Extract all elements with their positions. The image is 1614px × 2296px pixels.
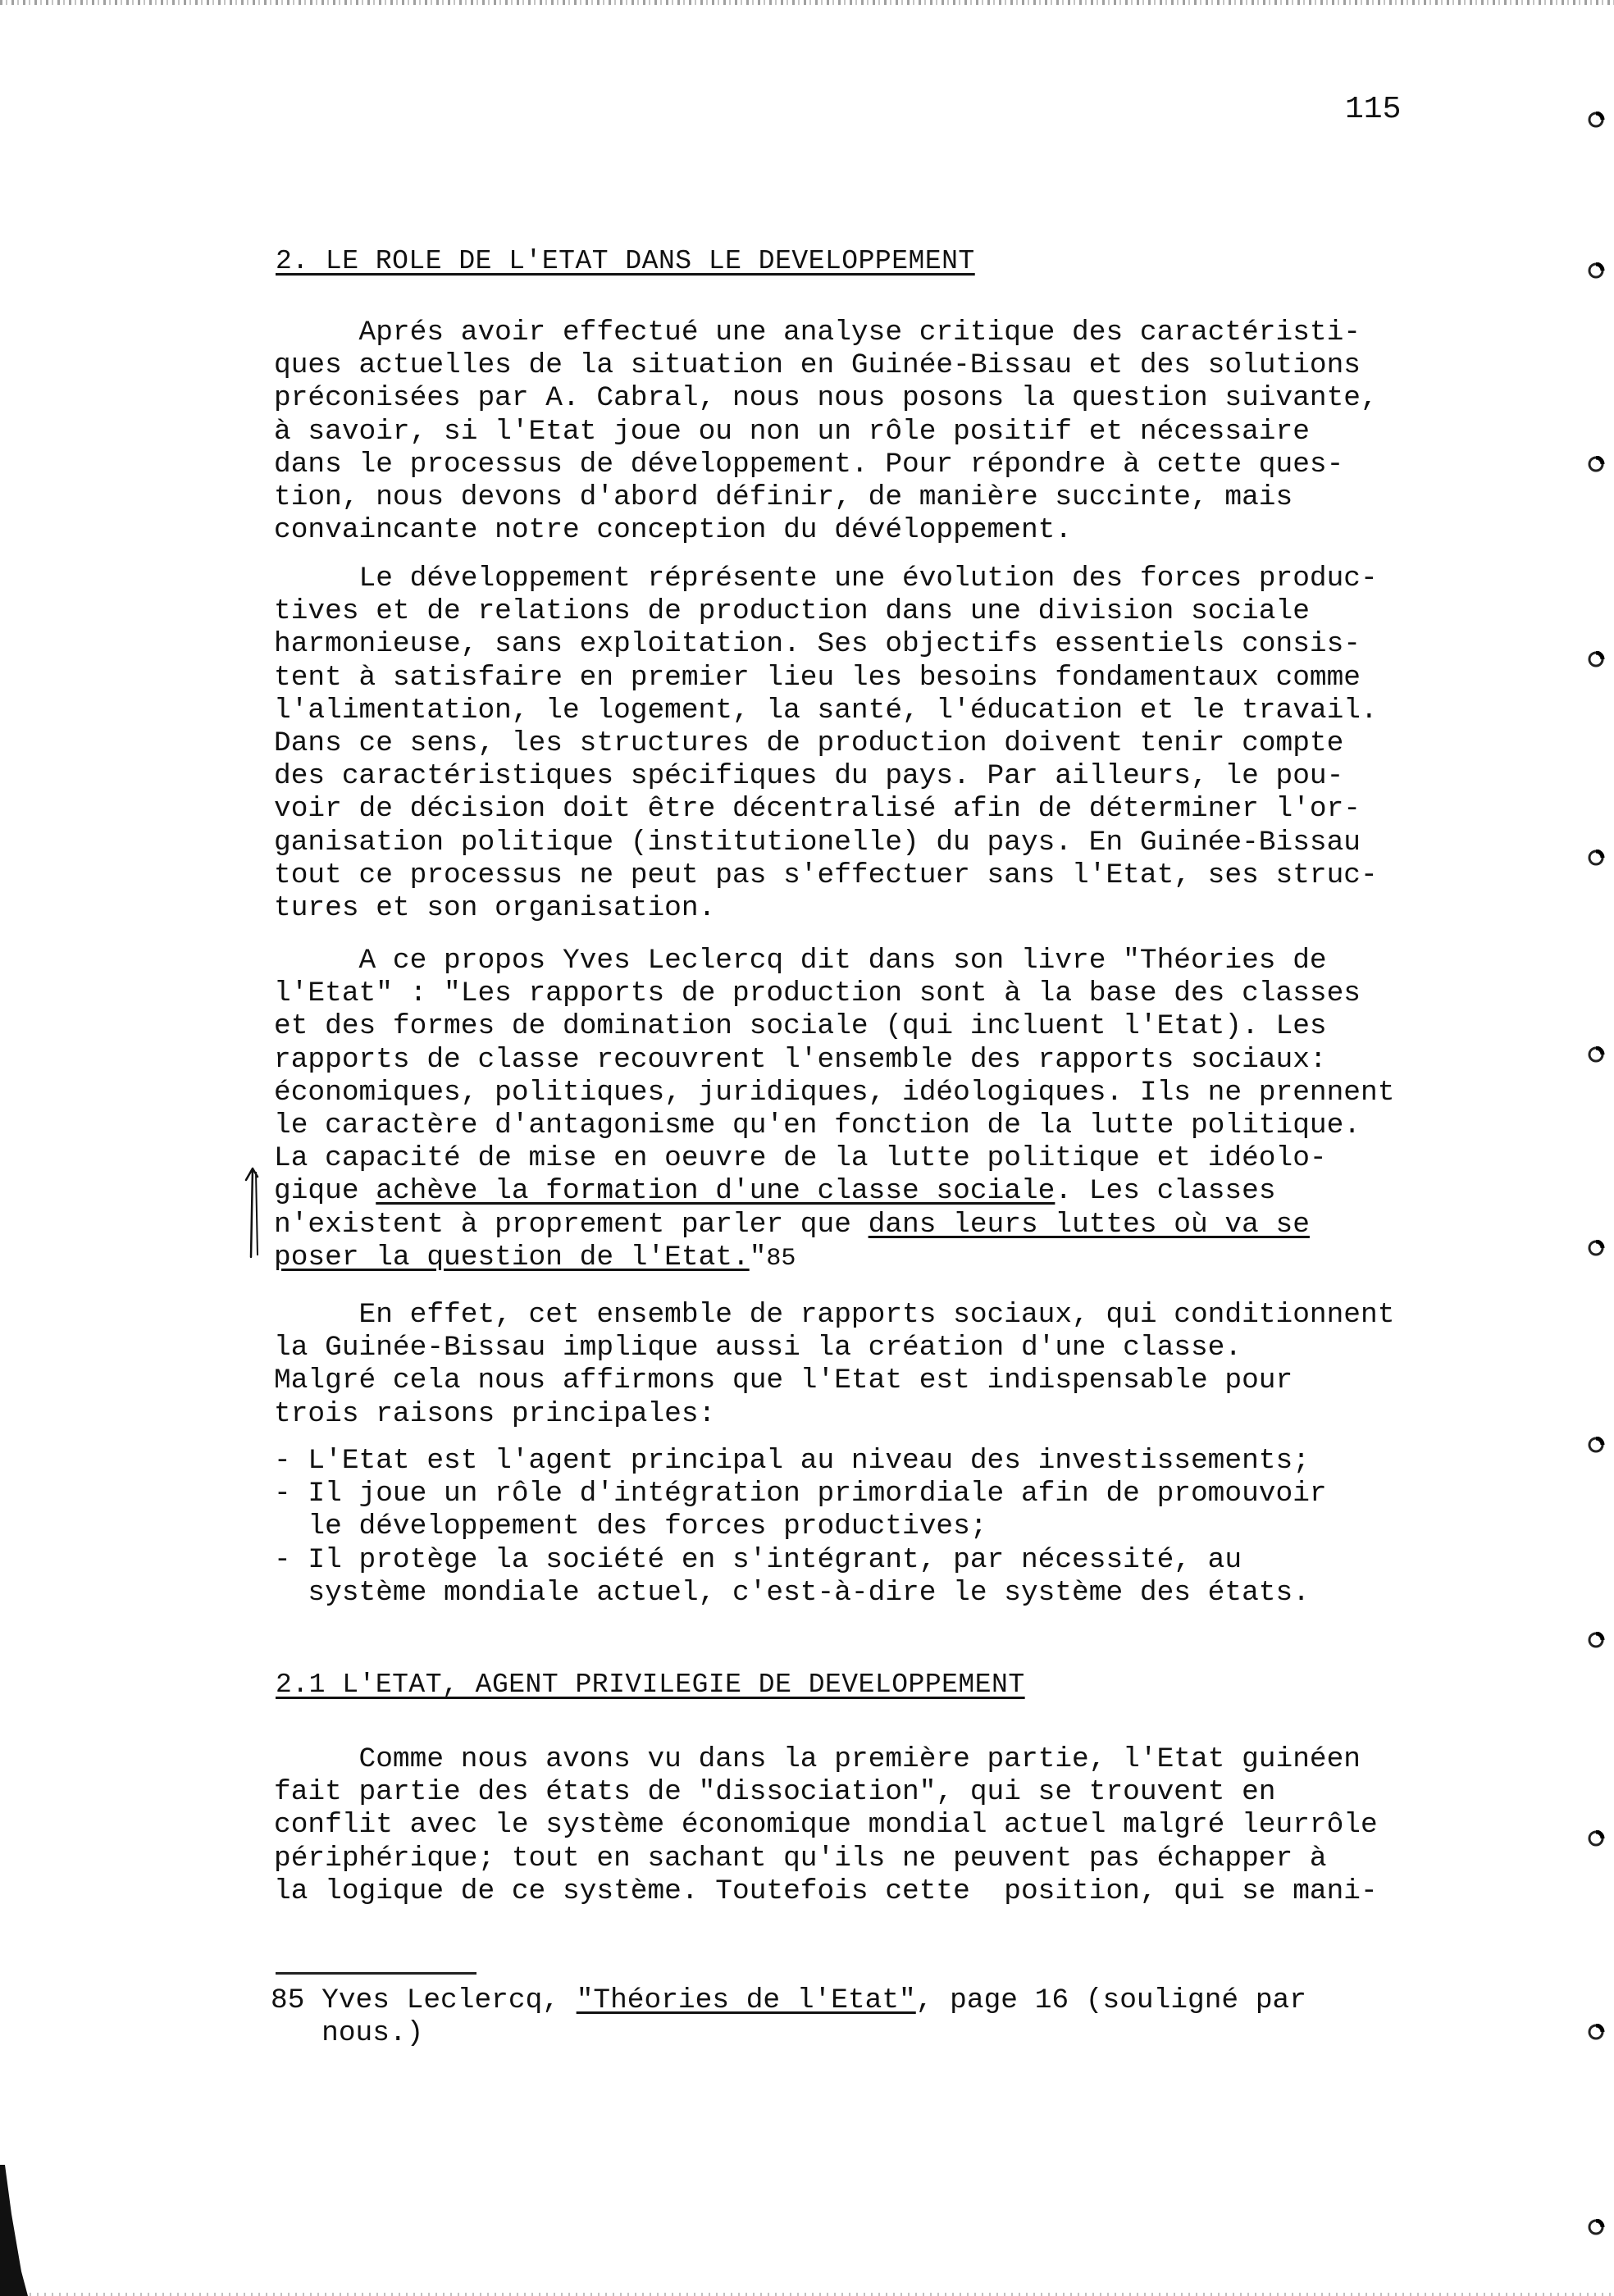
footnote-book-title: "Théories de l'Etat" (576, 1984, 916, 2016)
text-line: trois raisons principales: (274, 1397, 716, 1430)
text-line: et des formes de domination sociale (qui incluent l'Etat). Les (274, 1010, 1327, 1043)
binder-hole-icon (1587, 456, 1605, 472)
text-line: tives et de relations de production dans une division sociale (274, 595, 1310, 628)
list-item: - Il protège la société en s'intégrant, par nécessité, au (274, 1543, 1242, 1576)
scan-bottom-edge (0, 2293, 1614, 2296)
text-line: harmonieuse, sans exploitation. Ses objectifs essentiels consis- (274, 628, 1361, 661)
footnote-number: 85 (271, 1984, 305, 2016)
text-line: la logique de ce système. Toutefois cette position, qui se mani- (274, 1875, 1378, 1907)
binder-hole-icon (1587, 112, 1605, 128)
list-item: - Il joue un rôle d'intégration primordiale afin de promouvoir (274, 1478, 1327, 1510)
text-line: convaincante notre conception du dévéloppement. (274, 514, 1073, 547)
handwritten-arrow-icon (239, 1152, 261, 1259)
section-heading-2: 2. LE ROLE DE L'ETAT DANS LE DEVELOPPEMENT (276, 246, 975, 276)
text-fragment: , page 16 (souligné par (915, 1984, 1306, 2016)
text-line: En effet, cet ensemble de rapports sociaux, qui conditionnent (274, 1299, 1395, 1331)
text-line: à savoir, si l'Etat joue ou non un rôle positif et nécessaire (274, 415, 1310, 448)
section-heading-2-1: 2.1 L'ETAT, AGENT PRIVILEGIE DE DEVELOPPEMENT (276, 1670, 1025, 1700)
text-fragment: . Les classes (1055, 1175, 1276, 1208)
binder-hole-icon (1587, 262, 1605, 279)
scan-left-edge-shadow (0, 2165, 33, 2296)
text-fragment: Yves Leclercq, (304, 1984, 577, 2016)
text-line: Le développement réprésente une évolution des forces produc- (274, 563, 1378, 594)
text-line: la Guinée-Bissau implique aussi la création d'une classe. (274, 1332, 1242, 1364)
text-line: A ce propos Yves Leclercq dit dans son livre "Théories de (274, 945, 1327, 977)
text-line (274, 1241, 1586, 1275)
binder-hole-icon (1587, 1632, 1605, 1648)
text-line: tout ce processus ne peut pas s'effectuer sans l'Etat, ses struc- (274, 859, 1378, 891)
text-line: l'alimentation, le logement, la santé, l'éducation et le travail. (274, 694, 1378, 727)
scan-top-edge (0, 0, 1614, 5)
footnote-reference[interactable]: 85 (766, 1244, 796, 1273)
paragraph-intro (274, 317, 1586, 547)
text-line: des caractéristiques spécifiques du pays. Par ailleurs, le pou- (274, 760, 1344, 793)
binder-hole-icon (1587, 1046, 1605, 1063)
text-line: économiques, politiques, juridiques, idéologiques. Ils ne prennent (274, 1076, 1395, 1109)
text-line: ganisation politique (institutionelle) du pays. En Guinée-Bissau (274, 826, 1361, 859)
binder-hole-icon (1587, 651, 1605, 667)
text-line: tion, nous devons d'abord définir, de manière succinte, mais (274, 481, 1293, 514)
text-line: ques actuelles de la situation en Guinée-Bissau et des solutions (274, 349, 1361, 382)
text-line (274, 1209, 1586, 1241)
binder-hole-icon (1587, 2219, 1605, 2235)
text-fragment: " (749, 1241, 767, 1273)
binder-hole-icon (1587, 1240, 1605, 1256)
text-line: fait partie des états de "dissociation", qui se trouvent en (274, 1776, 1276, 1809)
list-item: - L'Etat est l'agent principal au niveau des investissements; (274, 1445, 1310, 1477)
text-line: tent à satisfaire en premier lieu les besoins fondamentaux comme (274, 661, 1361, 694)
list-item-continuation: système mondiale actuel, c'est-à-dire le système des états. (274, 1576, 1310, 1609)
underlined-emphasis: poser la question de l'Etat. (274, 1241, 750, 1273)
text-fragment: n'existent à proprement parler que (274, 1208, 869, 1241)
paragraph-leclercq-quote (274, 945, 1586, 1275)
text-line: rapports de classe recouvrent l'ensemble des rapports sociaux: (274, 1043, 1327, 1076)
text-line: Comme nous avons vu dans la première partie, l'Etat guinéen (274, 1743, 1361, 1775)
paragraph-development-definition (274, 563, 1586, 925)
text-line: Dans ce sens, les structures de production doivent tenir compte (274, 727, 1344, 760)
footnote-85 (271, 1984, 1306, 2050)
footnote-line: nous.) (271, 2017, 424, 2049)
page-number: 115 (1345, 92, 1402, 127)
paragraph-three-reasons-intro (274, 1299, 1586, 1431)
paragraph-state-privileged-agent (274, 1743, 1586, 1908)
binder-hole-icon (1587, 850, 1605, 866)
reasons-list (274, 1445, 1586, 1610)
list-item-continuation: le développement des forces productives; (274, 1510, 987, 1543)
text-line: tures et son organisation. (274, 892, 716, 925)
underlined-emphasis: achève la formation d'une classe sociale (376, 1175, 1055, 1208)
text-line: dans le processus de développement. Pour répondre à cette ques- (274, 448, 1344, 481)
text-line (274, 1175, 1586, 1208)
binder-hole-icon (1587, 1437, 1605, 1453)
binder-hole-icon (1587, 2024, 1605, 2040)
text-line: l'Etat" : "Les rapports de production sont à la base des classes (274, 977, 1361, 1010)
text-line: voir de décision doit être décentralisé afin de déterminer l'or- (274, 793, 1361, 826)
underlined-emphasis: dans leurs luttes où va se (868, 1208, 1310, 1241)
text-line: Malgré cela nous affirmons que l'Etat est indispensable pour (274, 1364, 1293, 1397)
binder-hole-icon (1587, 1830, 1605, 1847)
text-line: La capacité de mise en oeuvre de la lutte politique et idéolo- (274, 1142, 1327, 1175)
text-line: Aprés avoir effectué une analyse critique des caractéristi- (274, 317, 1361, 348)
footnote-separator (276, 1972, 476, 1975)
text-line: périphérique; tout en sachant qu'ils ne peuvent pas échapper à (274, 1842, 1327, 1875)
text-fragment: gique (274, 1175, 376, 1208)
text-line: préconisées par A. Cabral, nous nous posons la question suivante, (274, 382, 1378, 415)
text-line: le caractère d'antagonisme qu'en fonction de la lutte politique. (274, 1109, 1361, 1142)
text-line: conflit avec le système économique mondial actuel malgré leurrôle (274, 1809, 1378, 1842)
footnote-line (271, 1984, 1306, 2017)
